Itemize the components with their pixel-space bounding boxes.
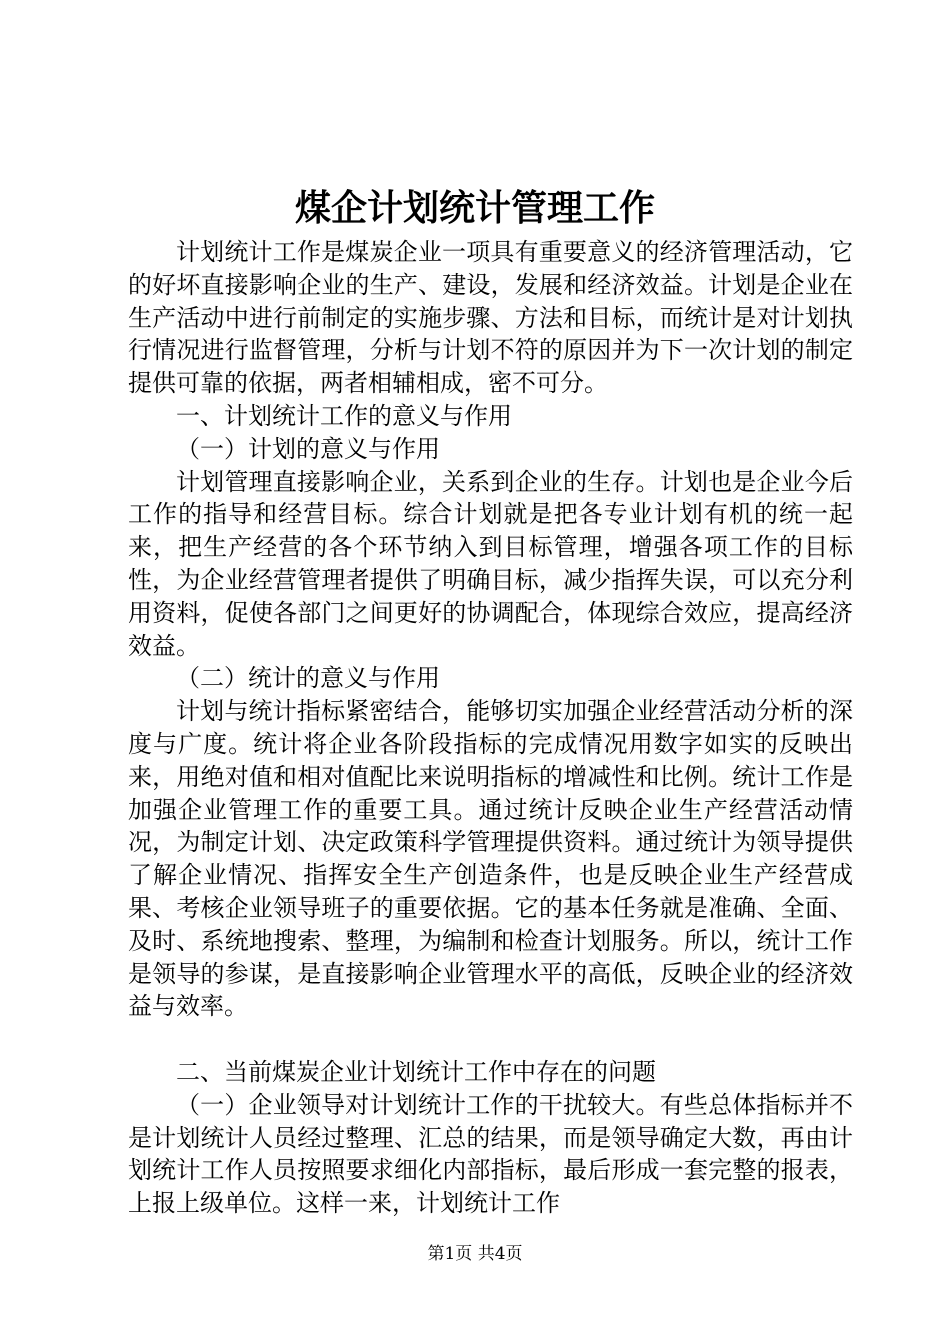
section-heading-2: 二、当前煤炭企业计划统计工作中存在的问题: [176, 1057, 656, 1086]
subsection-heading-1-2: （二）统计的意义与作用: [176, 664, 440, 693]
page-footer: 第1页 共4页: [427, 1244, 523, 1264]
document-title: 煤企计划统计管理工作: [294, 187, 655, 229]
section-heading-1: 一、计划统计工作的意义与作用: [176, 401, 512, 430]
document-body: [128, 236, 853, 1220]
subsection-heading-1-1: （一）计划的意义与作用: [176, 434, 440, 463]
intro-paragraph: 计划统计工作是煤炭企业一项具有重要意义的经济管理活动，它的好坏直接影响企业的生产、建设，发展和经济效益。计划是企业在生产活动中进行前制定的实施步骤、方法和目标，而统计是对计划执行情况进行监督管理，分析与计划不符的原因并为下一次计划的制定提供可靠的依据，两者相辅相成，密不可分。: [128, 238, 853, 398]
blank-line: [128, 1023, 853, 1056]
problem-paragraph: （一）企业领导对计划统计工作的干扰较大。有些总体指标并不是计划统计人员经过整理、汇总的结果，而是领导确定大数，再由计划统计工作人员按照要求细化内部指标，最后形成一套完整的报表，上报上级单位。这样一来，计划统计工作: [128, 1090, 853, 1218]
statistics-paragraph: 计划与统计指标紧密结合，能够切实加强企业经营活动分析的深度与广度。统计将企业各阶段指标的完成情况用数字如实的反映出来，用绝对值和相对值配比来说明指标的增减性和比例。统计工作是加强企业管理工作的重要工具。通过统计反映企业生产经营活动情况，为制定计划、决定政策科学管理提供资料。通过统计为领导提供了解企业情况、指挥安全生产创造条件，也是反映企业生产经营成果、考核企业领导班子的重要依据。它的基本任务就是准确、全面、及时、系统地搜索、整理，为编制和检查计划服务。所以，统计工作是领导的参谋，是直接影响企业管理水平的高低，反映企业的经济效益与效率。: [128, 697, 853, 1021]
plan-paragraph: 计划管理直接影响企业，关系到企业的生存。计划也是企业今后工作的指导和经营目标。综合计划就是把各专业计划有机的统一起来，把生产经营的各个环节纳入到目标管理，增强各项工作的目标性，为企业经营管理者提供了明确目标，减少指挥失误，可以充分利用资料，促使各部门之间更好的协调配合，体现综合效应，提高经济效益。: [128, 467, 853, 660]
